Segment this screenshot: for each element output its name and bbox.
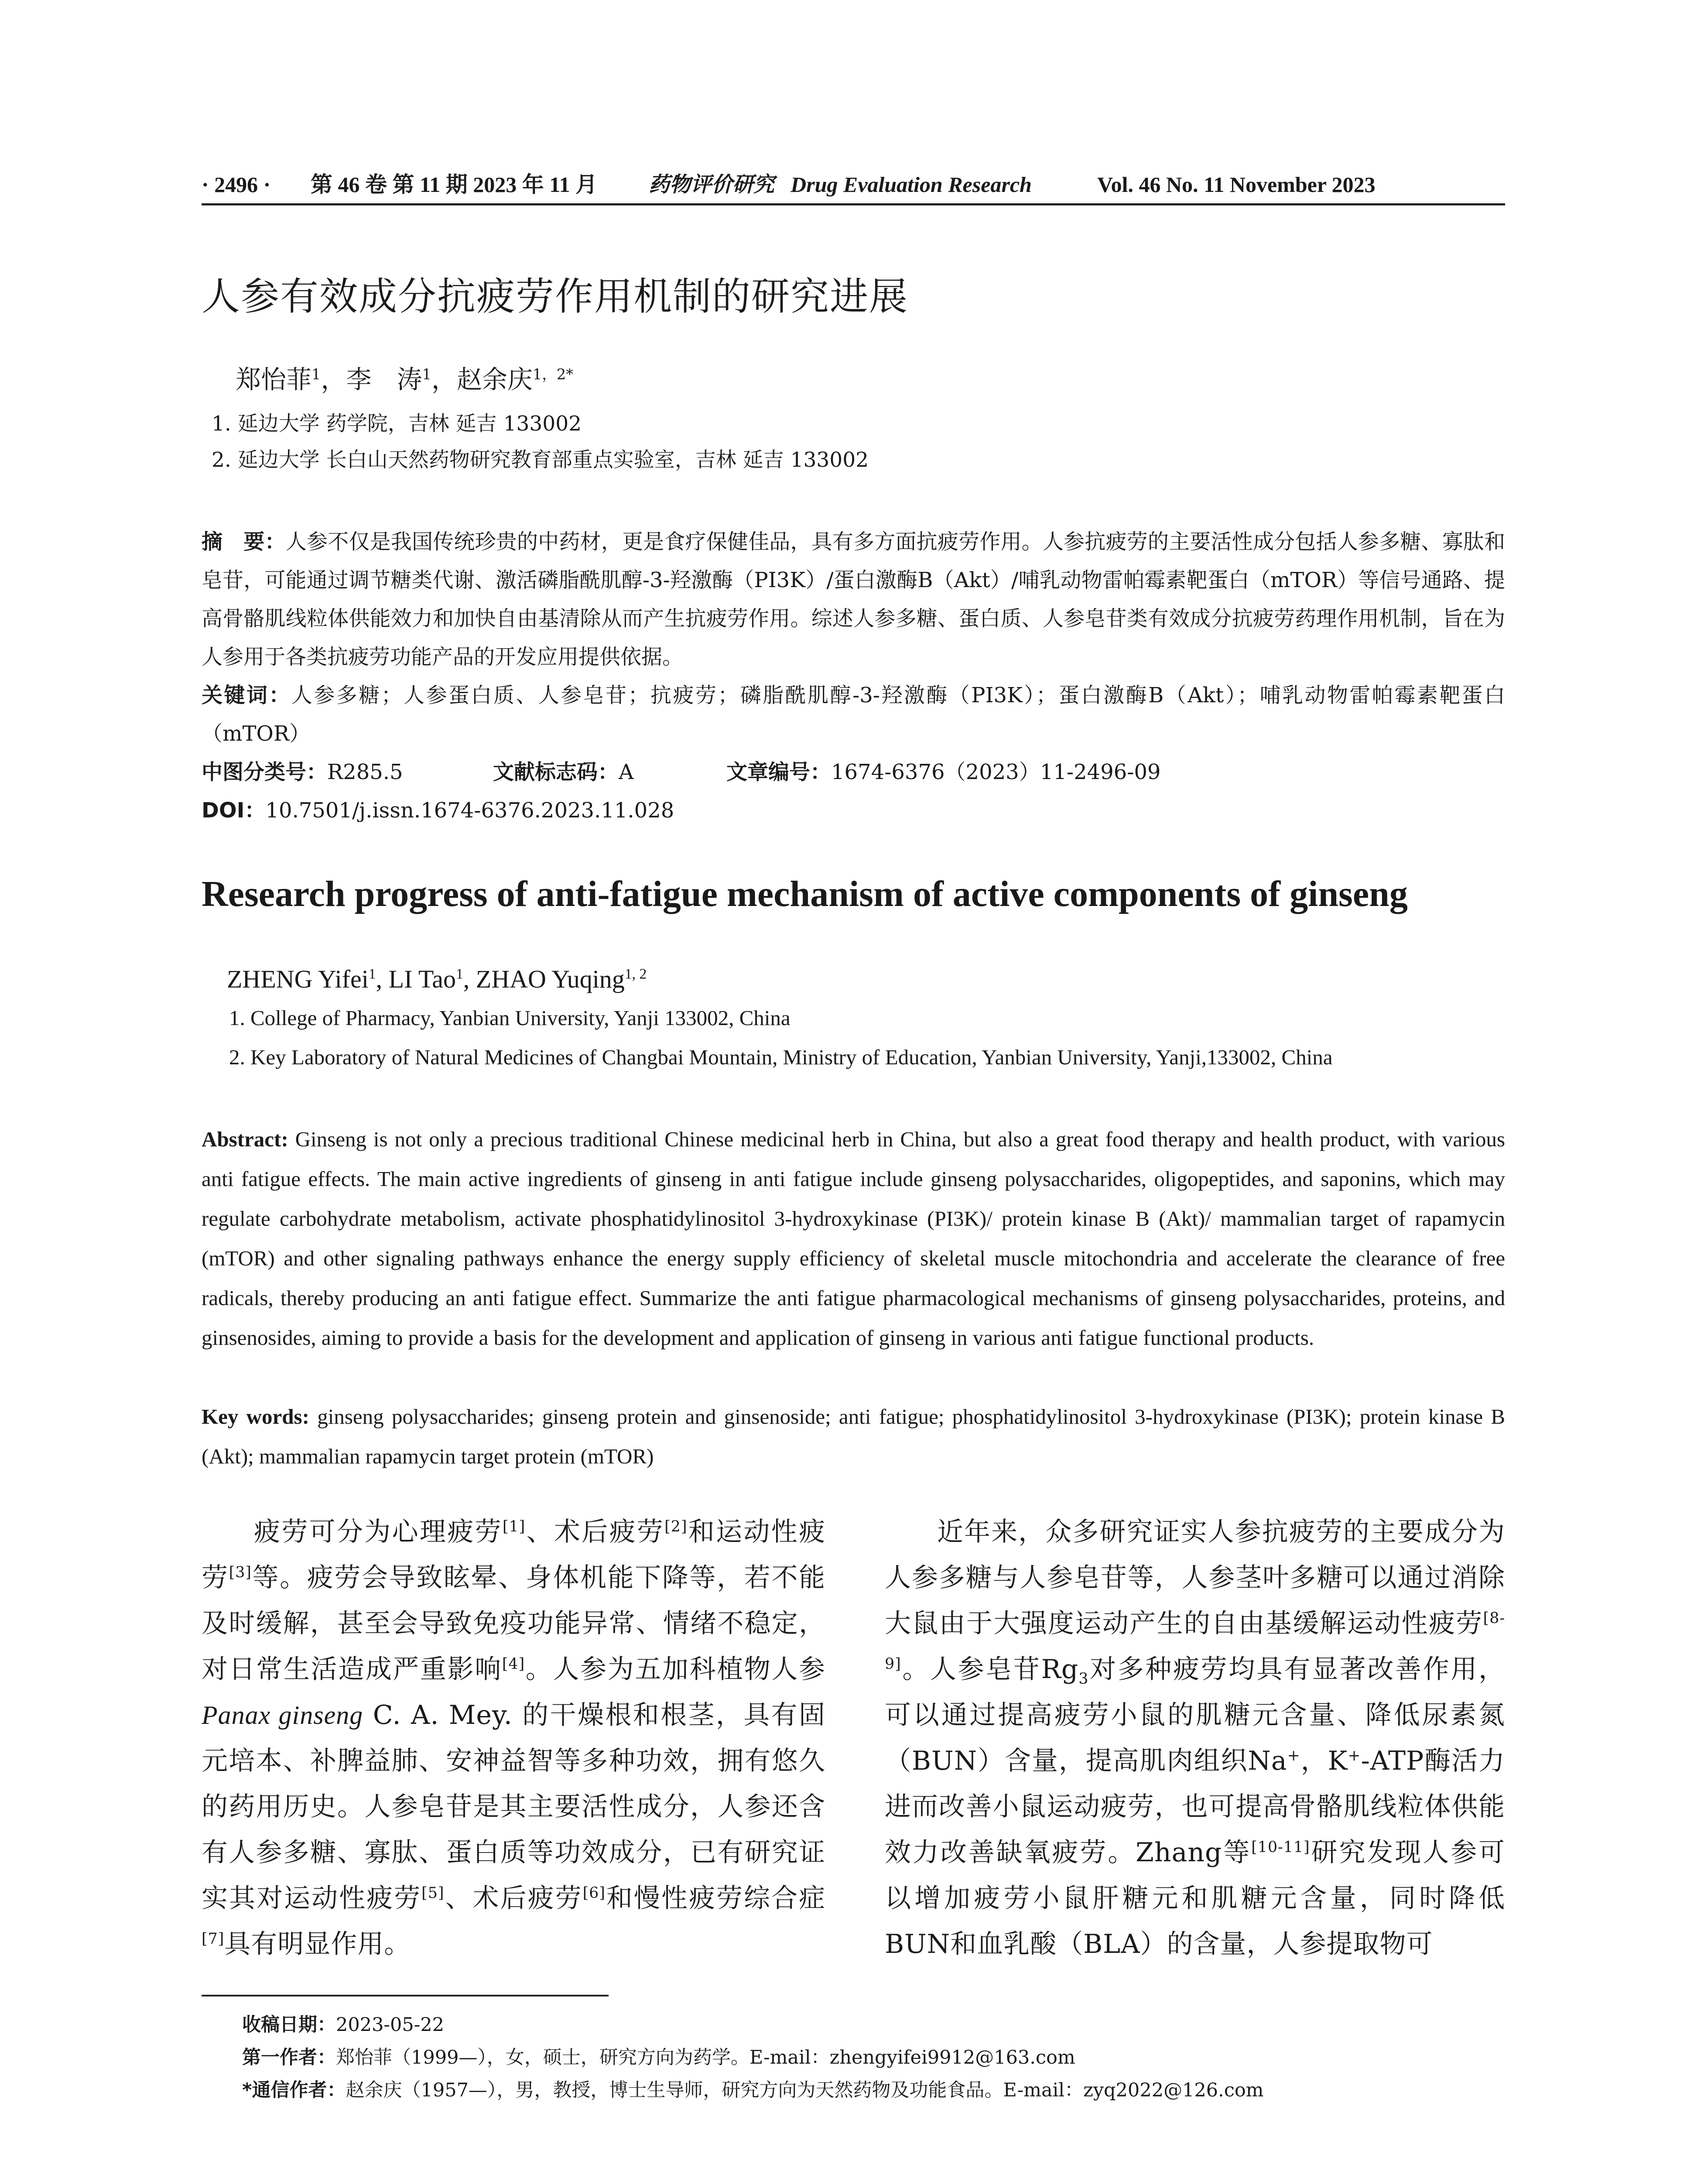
author-name: 赵余庆 bbox=[456, 365, 533, 394]
author-name-en: ZHAO Yuqing bbox=[476, 965, 625, 993]
author-affiliation-mark: 1，2* bbox=[532, 366, 574, 383]
citation-ref[interactable]: [10-11] bbox=[1251, 1839, 1310, 1856]
author-affiliation-mark: 1 bbox=[422, 366, 431, 383]
authors-cn bbox=[236, 362, 573, 397]
keywords-label: 关键词： bbox=[202, 683, 291, 708]
author-name: 李 涛 bbox=[346, 365, 422, 394]
body-text: 、术后疲劳 bbox=[444, 1883, 583, 1914]
citation-ref[interactable]: [7] bbox=[202, 1930, 225, 1948]
body-text: 近年来，众多研究证实人参抗疲劳的主要成分为人参多糖与人参皂苷等，人参茎叶多糖可以通过消除大鼠由于大强度运动产生的自由基缓解运动性疲劳 bbox=[885, 1517, 1505, 1639]
citation-ref[interactable]: [6] bbox=[582, 1884, 606, 1902]
body-text: ，K bbox=[1300, 1746, 1348, 1776]
page-number: · 2496 · bbox=[202, 172, 271, 197]
article-number-value: 1674-6376（2023）11-2496-09 bbox=[831, 760, 1161, 784]
issue-cn: 第 46 卷 第 11 期 2023 年 11 月 bbox=[311, 172, 597, 197]
classification-line bbox=[202, 753, 403, 791]
keywords-en-text: ginseng polysaccharides; ginseng protein and ginsenoside; anti fatigue; phosphatidylinositol 3-hydroxykinase (PI3K); protein kinase B (Akt); mammalian rapamycin target protein (mTOR) bbox=[202, 1405, 1505, 1468]
latin-name: Panax ginseng bbox=[202, 1701, 363, 1730]
body-text: 等。疲劳会导致眩晕、身体机能下降等，若不能及时缓解，甚至会导致免疫功能异常、情绪不稳定，对日常生活造成严重影响 bbox=[202, 1562, 826, 1685]
citation-ref[interactable]: [1] bbox=[502, 1518, 526, 1535]
body-text: C. A. Mey. 的干燥根和根茎，具有固元培本、补脾益肺、安神益智等多种功效，拥有悠久的药用历史。人参皂苷是其主要活性成分，人参还含有人参多糖、寡肽、蛋白质等功效成分，已有研究证实其对运动性疲劳 bbox=[202, 1700, 825, 1914]
affiliation-cn-2: 2. 延边大学 长白山天然药物研究教育部重点实验室，吉林 延吉 133002 bbox=[212, 448, 869, 472]
abstract-en-text: Ginseng is not only a precious traditional Chinese medicinal herb in China, but also a great food therapy and health product, with various anti fatigue effects. The main active ingredients of ginseng in anti fatigue include ginseng polysaccharides, oligopeptides, and saponins, which may regulate carbohydrate metabolism, activate phosphatidylinositol 3-hydroxykinase (PI3K)/ protein kinase B (Akt)/ mammalian target of rapamycin (mTOR) and other signaling pathways enhance the energy supply efficiency of skeletal muscle mitochondria and accelerate the clearance of free radicals, thereby producing an anti fatigue effect. Summarize the anti fatigue pharmacological mechanisms of ginseng polysaccharides, proteins, and ginsenosides, aiming to provide a basis for the development and application of ginseng in various anti fatigue functional products. bbox=[202, 1127, 1505, 1350]
citation-ref[interactable]: [8-9] bbox=[885, 1610, 1505, 1673]
body-text: 对多种疲劳均具有显著改善作用，可以通过提高疲劳小鼠的肌糖元含量、降低尿素氮（BUN）含量，提高肌肉组织Na bbox=[885, 1654, 1506, 1776]
abstract-en bbox=[202, 1119, 1505, 1357]
document-code bbox=[493, 753, 634, 791]
abstract-en-label: Abstract: bbox=[202, 1127, 288, 1151]
body-text: -ATP酶活力进而改善小鼠运动疲劳，也可提高骨骼肌线粒体供能效力改善缺氧疲劳。Zhang等 bbox=[885, 1746, 1505, 1868]
author-name-en: LI Tao bbox=[388, 965, 456, 993]
author-affiliation-mark: 1 bbox=[455, 966, 463, 982]
corresponding-info: 赵余庆（1957—），男，教授，博士生导师，研究方向为天然药物及功能食品。E-mail：zyq2022@126.com bbox=[346, 2079, 1264, 2101]
citation-ref[interactable]: [2] bbox=[664, 1518, 688, 1535]
received-label: 收稿日期： bbox=[242, 2014, 336, 2036]
journal-name-en: Drug Evaluation Research bbox=[791, 172, 1032, 197]
article-number-label: 文章编号： bbox=[726, 760, 832, 784]
clc-value: R285.5 bbox=[327, 760, 403, 784]
affiliation-cn-1: 1. 延边大学 药学院，吉林 延吉 133002 bbox=[212, 412, 582, 436]
doi-label: DOI： bbox=[202, 798, 266, 823]
author-affiliation-mark: 1, 2 bbox=[624, 966, 647, 982]
author-separator: , bbox=[376, 965, 389, 993]
abstract-label: 摘 要： bbox=[202, 530, 286, 554]
body-column-left bbox=[202, 1509, 825, 1967]
article-title-en: Research progress of anti-fatigue mechanism of active components of ginseng bbox=[202, 874, 1408, 914]
author-separator: ， bbox=[321, 365, 346, 394]
keywords-cn bbox=[202, 676, 1505, 753]
doi-line bbox=[202, 791, 674, 830]
author-separator: ， bbox=[431, 365, 457, 394]
body-column-right bbox=[885, 1509, 1505, 1967]
corresponding-label: *通信作者： bbox=[242, 2079, 346, 2101]
footnote-corresponding bbox=[242, 2074, 1263, 2107]
subscript: 3 bbox=[1078, 1670, 1089, 1688]
abstract-cn bbox=[202, 523, 1505, 676]
body-text: 疲劳可分为心理疲劳 bbox=[254, 1517, 503, 1547]
citation-ref[interactable]: [5] bbox=[421, 1884, 445, 1902]
doc-code-value: A bbox=[619, 760, 634, 784]
author-separator: , bbox=[463, 965, 476, 993]
body-text: 和运动性疲劳 bbox=[202, 1517, 826, 1593]
article-title-cn: 人参有效成分抗疲劳作用机制的研究进展 bbox=[202, 274, 909, 319]
body-text: 和慢性疲劳综合症 bbox=[605, 1883, 826, 1914]
footnote-received bbox=[242, 2009, 444, 2041]
header-rule bbox=[202, 203, 1505, 205]
received-date: 2023-05-22 bbox=[336, 2014, 444, 2036]
journal-name-cn: 药物评价研究 bbox=[649, 172, 775, 197]
citation-ref[interactable]: [3] bbox=[229, 1564, 252, 1581]
footnote-rule bbox=[202, 1995, 609, 1996]
issue-en: Vol. 46 No. 11 November 2023 bbox=[1097, 172, 1376, 197]
article-number bbox=[726, 753, 1160, 791]
author-affiliation-mark: 1 bbox=[311, 366, 321, 383]
citation-ref[interactable]: [4] bbox=[502, 1655, 525, 1673]
keywords-text: 人参多糖；人参蛋白质、人参皂苷；抗疲劳；磷脂酰肌醇-3-羟激酶（PI3K）；蛋白激酶B（Akt）；哺乳动物雷帕霉素靶蛋白（mTOR） bbox=[202, 683, 1505, 746]
first-author-info: 郑怡菲（1999—），女，硕士，研究方向为药学。E-mail：zhengyifei9912@163.com bbox=[336, 2047, 1075, 2068]
authors-en bbox=[227, 962, 647, 997]
doc-code-label: 文献标志码： bbox=[493, 760, 619, 784]
body-text: 研究发现人参可以增加疲劳小鼠肝糖元和肌糖元含量，同时降低BUN和血乳酸（BLA）的含量，人参提取物可 bbox=[885, 1837, 1506, 1959]
author-name: 郑怡菲 bbox=[236, 365, 312, 394]
abstract-text: 人参不仅是我国传统珍贵的中药材，更是食疗保健佳品，具有多方面抗疲劳作用。人参抗疲劳的主要活性成分包括人参多糖、寡肽和皂苷，可能通过调节糖类代谢、激活磷脂酰肌醇-3-羟激酶（PI3K）/蛋白激酶B（Akt）/哺乳动物雷帕霉素靶蛋白（mTOR）等信号通路、提高骨骼肌线粒体供能效力和加快自由基清除从而产生抗疲劳作用。综述人参多糖、蛋白质、人参皂苷类有效成分抗疲劳药理作用机制，旨在为人参用于各类抗疲劳功能产品的开发应用提供依据。 bbox=[202, 530, 1505, 669]
superscript: + bbox=[1348, 1747, 1361, 1764]
keywords-en-label: Key words: bbox=[202, 1405, 309, 1429]
body-text: 。人参为五加科植物人参 bbox=[525, 1654, 826, 1685]
doi-value: 10.7501/j.issn.1674-6376.2023.11.028 bbox=[265, 798, 674, 823]
author-affiliation-mark: 1 bbox=[368, 966, 376, 982]
body-text: 。人参皂苷Rg bbox=[901, 1654, 1079, 1685]
affiliation-en-2: 2. Key Laboratory of Natural Medicines of Changbai Mountain, Ministry of Education, Yanbian University, Yanji,133002, China bbox=[229, 1045, 1333, 1069]
superscript: + bbox=[1287, 1747, 1301, 1764]
body-text: 、术后疲劳 bbox=[525, 1517, 665, 1547]
affiliation-en-1: 1. College of Pharmacy, Yanbian University, Yanji 133002, China bbox=[229, 1006, 791, 1030]
keywords-en bbox=[202, 1397, 1505, 1476]
running-header bbox=[202, 169, 1505, 200]
footnote-first-author bbox=[242, 2041, 1075, 2074]
first-author-label: 第一作者： bbox=[242, 2047, 336, 2068]
clc-label: 中图分类号： bbox=[202, 760, 328, 784]
body-text: 具有明显作用。 bbox=[224, 1929, 411, 1959]
author-name-en: ZHENG Yifei bbox=[227, 965, 369, 993]
